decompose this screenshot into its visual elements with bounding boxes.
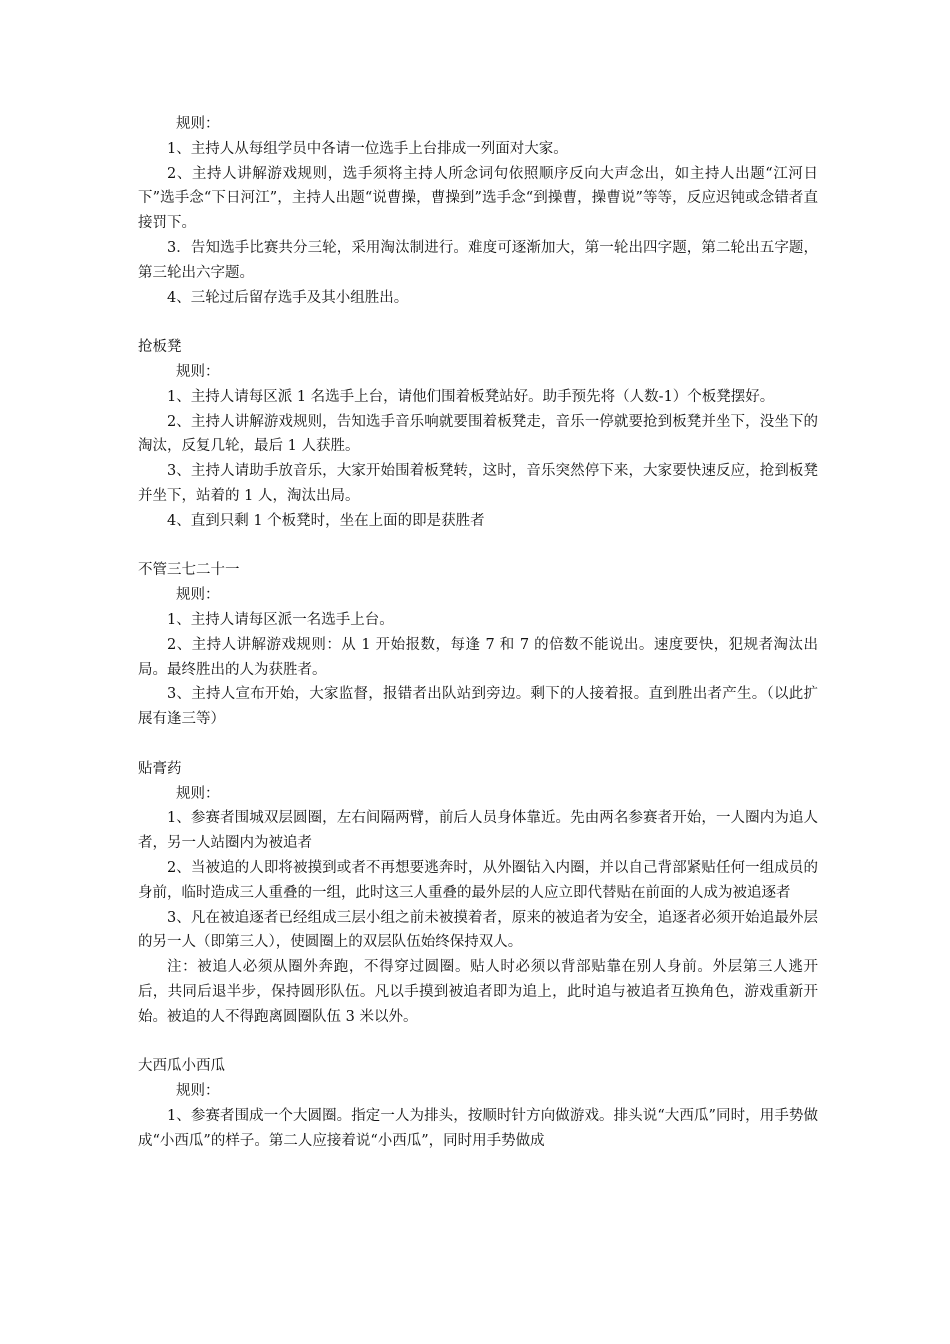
rules-label: 规则：: [176, 785, 220, 802]
section-musical-chairs: [138, 335, 818, 533]
rule-paragraph: 3、主持人请助手放音乐，大家开始围着板凳转，这时，音乐突然停下来，大家要快速反应，抢到板凳并坐下，站着的 1 人，淘汰出局。: [138, 463, 818, 504]
section-reverse-reading: [138, 112, 818, 310]
section-plaster-game: [138, 757, 818, 1030]
rule-paragraph: 1、主持人请每区派一名选手上台。: [167, 611, 394, 628]
section-count-seven: [138, 558, 818, 732]
rule-paragraph: 1、参赛者围城双层圆圈，左右间隔两臂，前后人员身体靠近。先由两名参赛者开始，一人圈内为追人者，另一人站圈内为被追者: [138, 810, 818, 852]
rule-paragraph: 2、主持人讲解游戏规则，告知选手音乐响就要围着板凳走，音乐一停就要抢到板凳并坐下，没坐下的淘汰，反复几轮，最后 1 人获胜。: [138, 413, 818, 455]
rule-paragraph: 4、三轮过后留存选手及其小组胜出。: [167, 289, 409, 306]
section-title: 抢板凳: [138, 339, 182, 356]
rules-label: 规则：: [176, 363, 220, 380]
rule-paragraph: 1、主持人请每区派 1 名选手上台，请他们围着板凳站好。助手预先将（人数-1）个板凳摆好。: [167, 388, 775, 405]
rule-paragraph: 2、当被追的人即将被摸到或者不再想要逃奔时，从外圈钻入内圈，并以自己背部紧贴任何一组成员的身前，临时造成三人重叠的一组，此时这三人重叠的最外层的人应立即代替贴在前面的人成为被追逐者: [138, 859, 818, 901]
rule-paragraph: 3、主持人宣布开始，大家监督，报错者出队站到旁边。剩下的人接着报。直到胜出者产生。（以此扩展有逢三等）: [138, 686, 818, 728]
section-watermelon-game: [138, 1054, 818, 1153]
rules-label: 规则：: [176, 587, 220, 604]
document-page: [138, 112, 818, 1178]
rule-paragraph: 4、直到只剩 1 个板凳时，坐在上面的即是获胜者: [167, 512, 485, 529]
section-title: 不管三七二十一: [138, 562, 240, 579]
rule-paragraph: 2、主持人讲解游戏规则，选手须将主持人所念词句依照顺序反向大声念出，如主持人出题“江河日下”选手念“下日河江”，主持人出题“说曹操，曹操到”选手念“到操曹，操曹说”等等，反应迟钝或念错者直接罚下。: [138, 165, 818, 232]
section-title: 大西瓜小西瓜: [138, 1058, 225, 1075]
rules-label: 规则：: [176, 116, 220, 132]
rule-paragraph: 3．告知选手比赛共分三轮，采用淘汰制进行。难度可逐渐加大，第一轮出四字题，第二轮出五字题，第三轮出六字题。: [138, 239, 818, 281]
rule-paragraph: 2、主持人讲解游戏规则：从 1 开始报数，每逢 7 和 7 的倍数不能说出。速度要快，犯规者淘汰出局。最终胜出的人为获胜者。: [138, 636, 818, 678]
rule-paragraph: 注：被追人必须从圈外奔跑，不得穿过圆圈。贴人时必须以背部贴靠在别人身前。外层第三人逃开后，共同后退半步，保持圆形队伍。凡以手摸到被追者即为追上，此时追与被追者互换角色，游戏重新开始。被追的人不得跑离圆圈队伍 3 米以外。: [138, 959, 818, 1025]
rules-label: 规则：: [176, 1083, 220, 1100]
rule-paragraph: 3、凡在被追逐者已经组成三层小组之前未被摸着者，原来的被追者为安全，追逐者必须开始追最外层的另一人（即第三人），使圆圈上的双层队伍始终保持双人。: [138, 909, 818, 951]
rule-paragraph: 1、参赛者围成一个大圆圈。指定一人为排头，按顺时针方向做游戏。排头说“大西瓜”同时，用手势做成“小西瓜”的样子。第二人应接着说“小西瓜”，同时用手势做成: [138, 1107, 818, 1149]
rule-paragraph: 1、主持人从每组学员中各请一位选手上台排成一列面对大家。: [167, 140, 568, 157]
section-title: 贴膏药: [138, 760, 182, 777]
